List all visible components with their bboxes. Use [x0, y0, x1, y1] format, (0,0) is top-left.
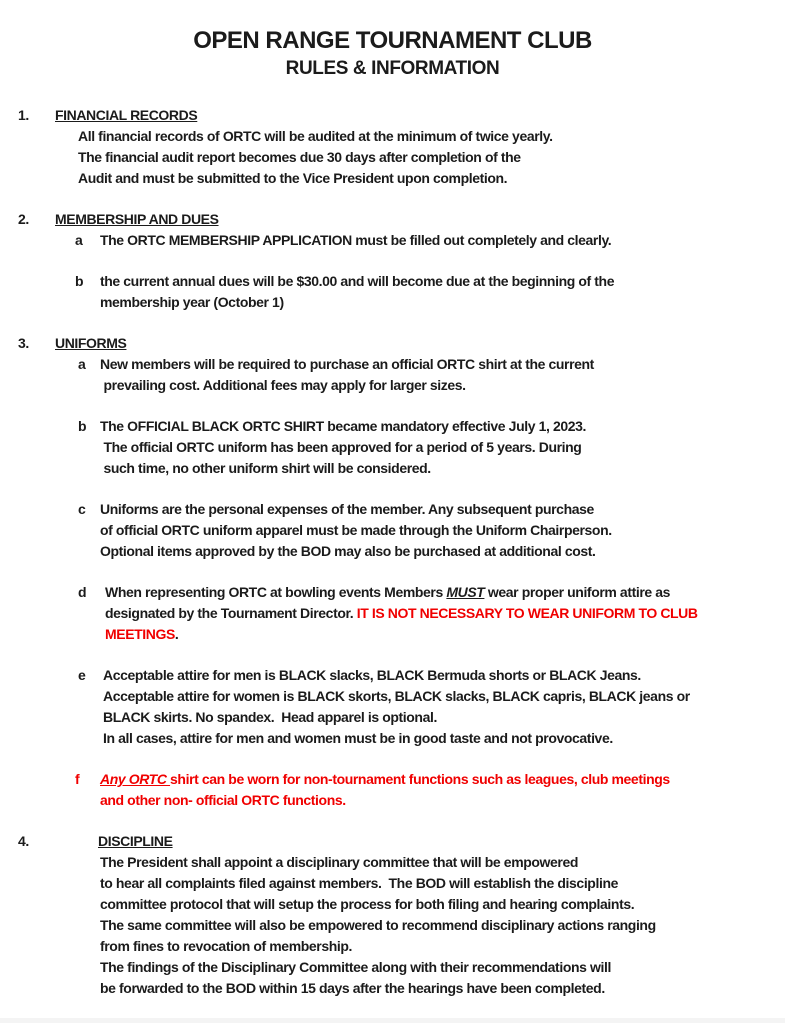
text-line — [100, 499, 785, 520]
rule-item-c — [0, 499, 785, 562]
text-run: committee protocol that will setup the process for both filing and hearing complaints. — [100, 896, 635, 912]
section-heading: FINANCIAL RECORDS — [55, 107, 198, 123]
text-run: such time, no other uniform shirt will be considered. — [100, 460, 431, 476]
text-run: be forwarded to the BOD within 15 days after the hearings have been completed. — [100, 980, 605, 996]
text-line — [103, 728, 785, 749]
text-run: In all cases, attire for men and women must be in good taste and not provocative. — [103, 730, 613, 746]
rule-paragraph — [0, 852, 785, 999]
text-run: MEETINGS — [105, 626, 175, 642]
text-run: When representing ORTC at bowling events Members — [105, 584, 447, 600]
page-bottom-edge — [0, 1018, 785, 1023]
rule-item-a — [0, 230, 785, 251]
text-run: the current annual dues will be $30.00 and will become due at the beginning of the — [100, 273, 615, 289]
item-letter: a — [75, 232, 83, 248]
rule-item-d — [0, 582, 785, 645]
text-line — [100, 978, 785, 999]
text-line — [100, 520, 785, 541]
rules-sections — [0, 105, 785, 999]
text-run: The OFFICIAL BLACK ORTC SHIRT became mandatory effective July 1, 2023. — [100, 418, 586, 434]
text-line — [100, 230, 785, 251]
text-line — [100, 957, 785, 978]
section-number: 1. — [18, 107, 29, 123]
text-run: Uniforms are the personal expenses of the member. Any subsequent purchase — [100, 501, 594, 517]
section-number: 2. — [18, 211, 29, 227]
text-line — [103, 707, 785, 728]
rule-item-f — [0, 769, 785, 811]
text-run: The ORTC MEMBERSHIP APPLICATION must be filled out completely and clearly. — [100, 232, 612, 248]
text-line — [100, 437, 785, 458]
section-uniforms — [0, 333, 785, 811]
text-run: Acceptable attire for men is BLACK slacks, BLACK Bermuda shorts or BLACK Jeans. — [103, 667, 641, 683]
text-line — [100, 790, 785, 811]
text-line — [100, 354, 785, 375]
text-run: MUST — [446, 584, 485, 600]
text-run: of official ORTC uniform apparel must be made through the Uniform Chairperson. — [100, 522, 612, 538]
text-line — [100, 852, 785, 873]
text-run: and other non- official ORTC functions. — [100, 792, 346, 808]
text-run: The financial audit report becomes due 30 days after completion of the — [78, 149, 521, 165]
text-line — [100, 936, 785, 957]
text-run: wear proper uniform attire as — [484, 584, 671, 600]
text-run: The same committee will also be empowered to recommend disciplinary actions ranging — [100, 917, 656, 933]
item-letter: f — [75, 771, 80, 787]
text-run: Optional items approved by the BOD may also be purchased at additional cost. — [100, 543, 596, 559]
text-run: . — [174, 626, 179, 642]
rule-paragraph — [0, 126, 785, 189]
text-line — [100, 416, 785, 437]
text-line — [100, 292, 785, 313]
text-run: The findings of the Disciplinary Committee along with their recommendations will — [100, 959, 611, 975]
text-line — [100, 541, 785, 562]
text-run: shirt can be worn for non-tournament functions such as leagues, club meetings — [170, 771, 670, 787]
text-run: New members will be required to purchase an official ORTC shirt at the current — [100, 356, 594, 372]
text-line — [100, 894, 785, 915]
text-line — [100, 915, 785, 936]
text-run: The official ORTC uniform has been approved for a period of 5 years. During — [100, 439, 582, 455]
text-run: membership year (October 1) — [100, 294, 284, 310]
document-title: OPEN RANGE TOURNAMENT CLUB — [193, 27, 592, 54]
text-line — [78, 147, 785, 168]
text-run: prevailing cost. Additional fees may apply for larger sizes. — [100, 377, 466, 393]
text-line — [105, 624, 785, 645]
text-run: Acceptable attire for women is BLACK skorts, BLACK slacks, BLACK capris, BLACK jeans or — [103, 688, 690, 704]
section-discipline — [0, 831, 785, 999]
text-line — [100, 873, 785, 894]
text-run: BLACK skirts. No spandex. Head apparel is optional. — [103, 709, 437, 725]
text-run: IT IS NOT NECESSARY TO WEAR UNIFORM TO CLUB — [356, 605, 698, 621]
item-letter: c — [78, 501, 86, 517]
text-run: The President shall appoint a disciplinary committee that will be empowered — [100, 854, 579, 870]
document-subtitle: RULES & INFORMATION — [285, 58, 500, 79]
text-line — [78, 126, 785, 147]
text-line — [100, 375, 785, 396]
rule-item-e — [0, 665, 785, 749]
section-heading: MEMBERSHIP AND DUES — [55, 211, 219, 227]
section-number: 4. — [18, 833, 29, 849]
text-line — [100, 271, 785, 292]
text-run: from fines to revocation of membership. — [100, 938, 352, 954]
item-letter: e — [78, 667, 86, 683]
text-run: Any ORTC — [100, 771, 171, 787]
text-line — [100, 769, 785, 790]
section-financial-records — [0, 105, 785, 189]
item-letter: b — [78, 418, 87, 434]
text-line — [78, 168, 785, 189]
rule-item-a — [0, 354, 785, 396]
text-line — [105, 603, 785, 624]
text-line — [100, 458, 785, 479]
text-line — [103, 686, 785, 707]
section-number: 3. — [18, 335, 29, 351]
rule-item-b — [0, 416, 785, 479]
section-membership-and-dues — [0, 209, 785, 313]
rule-item-b — [0, 271, 785, 313]
text-line — [103, 665, 785, 686]
item-letter: b — [75, 273, 84, 289]
text-run: to hear all complaints filed against members. The BOD will establish the discipline — [100, 875, 618, 891]
text-run: designated by the Tournament Director. — [105, 605, 357, 621]
text-run: All financial records of ORTC will be audited at the minimum of twice yearly. — [78, 128, 553, 144]
text-line — [105, 582, 785, 603]
section-heading: DISCIPLINE — [98, 833, 173, 849]
item-letter: a — [78, 356, 86, 372]
text-run: Audit and must be submitted to the Vice President upon completion. — [78, 170, 508, 186]
section-heading: UNIFORMS — [55, 335, 127, 351]
item-letter: d — [78, 584, 87, 600]
